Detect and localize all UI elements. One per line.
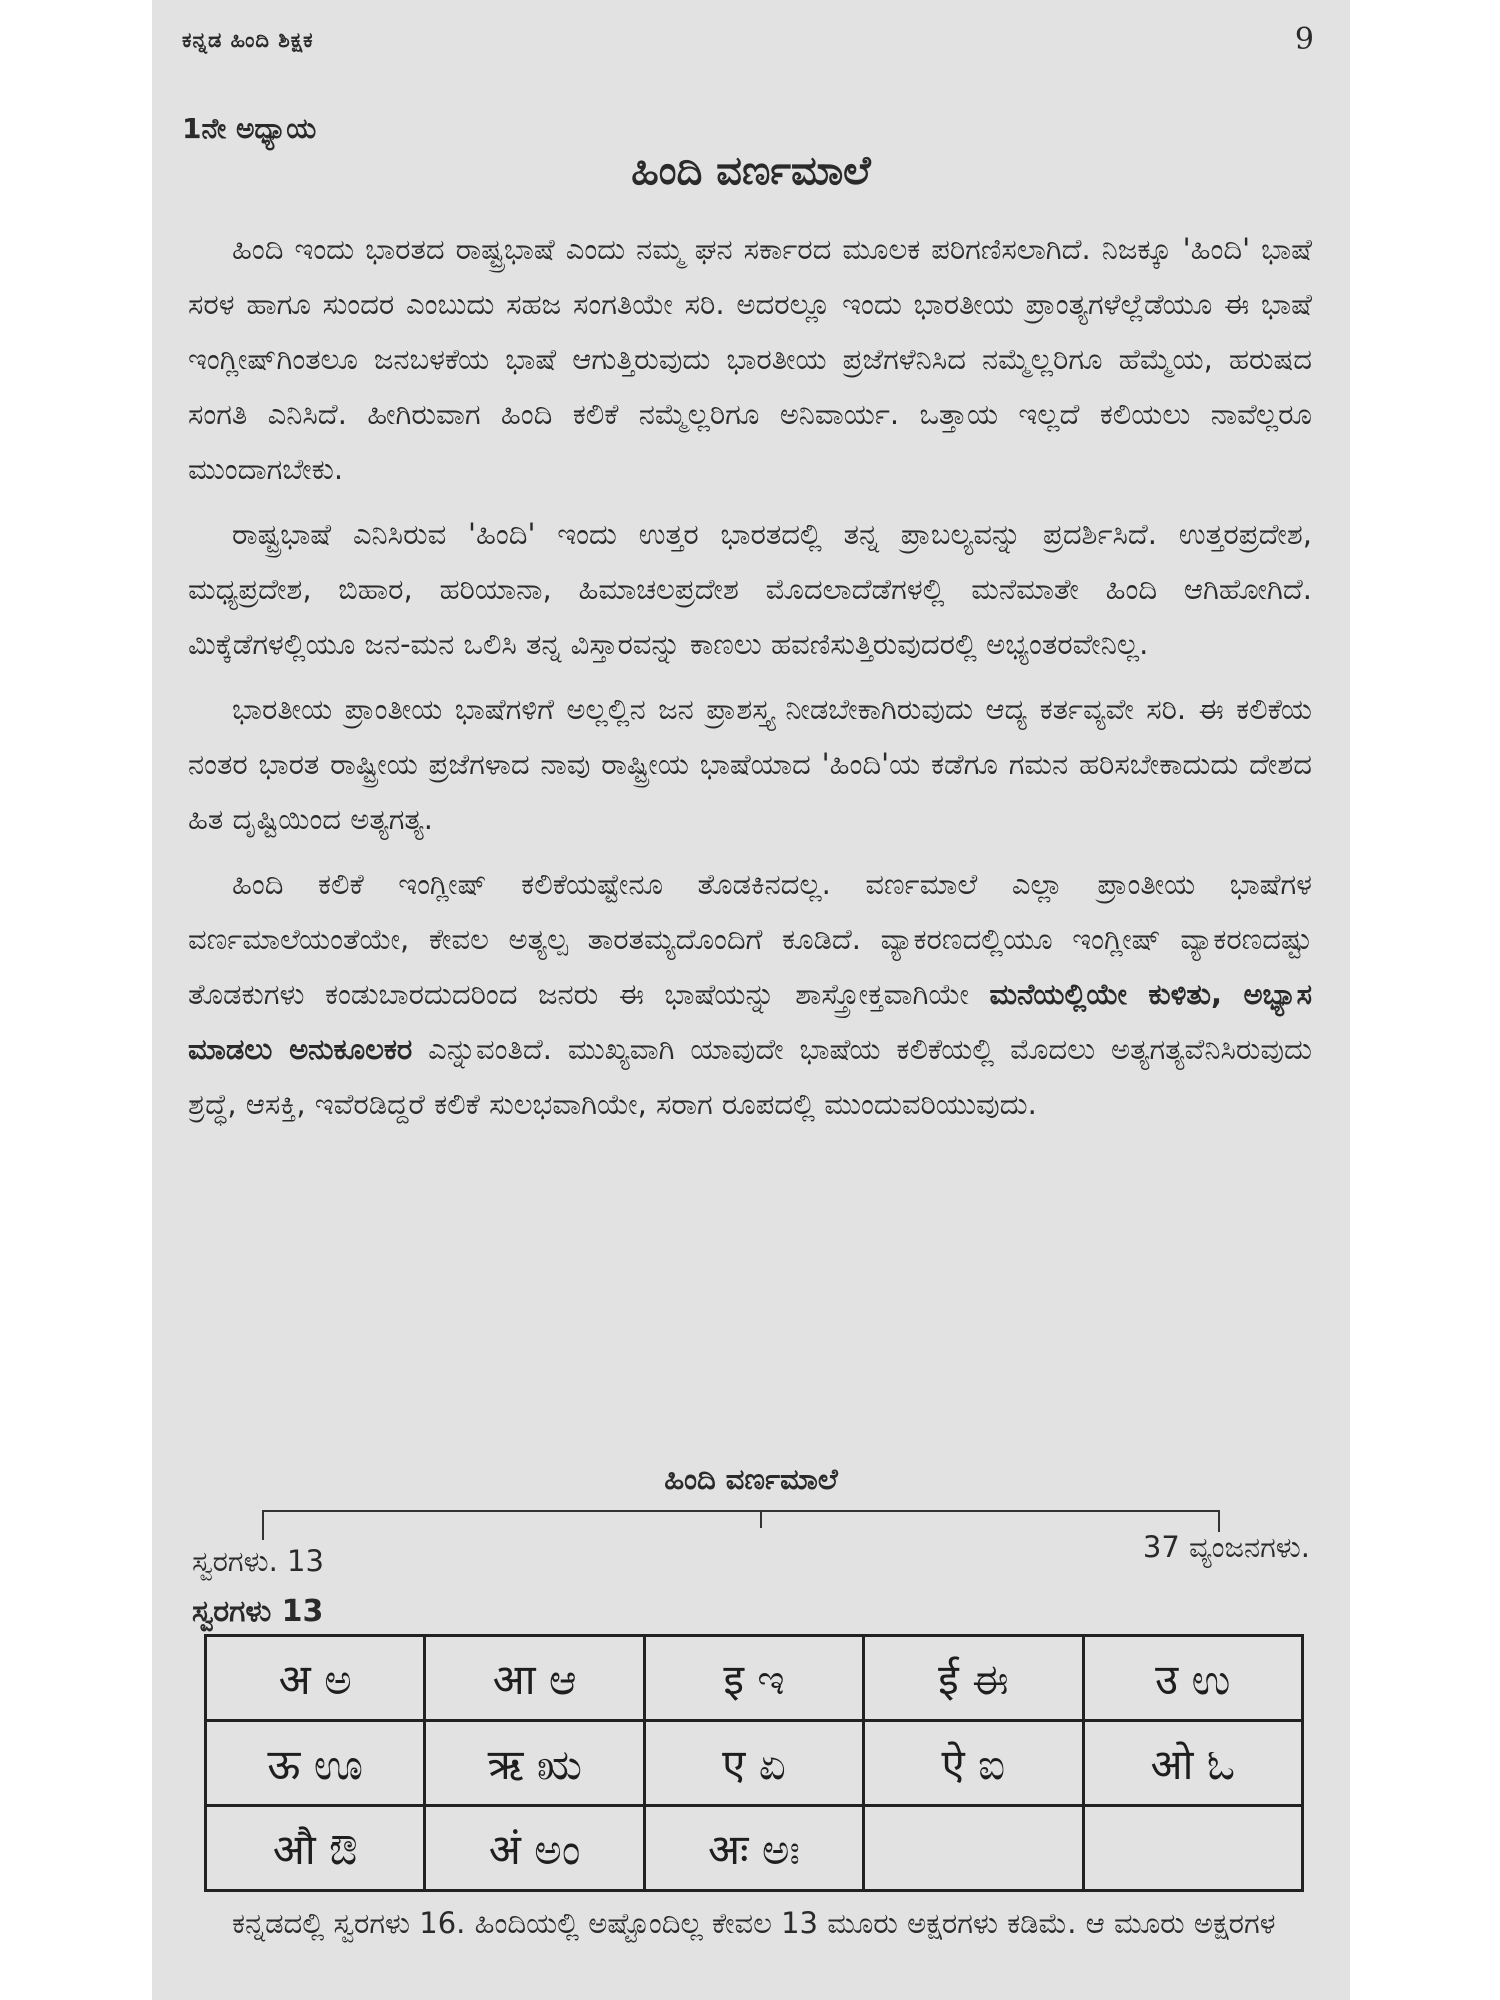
paragraph-1: ಹಿಂದಿ ಇಂದು ಭಾರತದ ರಾಷ್ಟ್ರಭಾಷೆ ಎಂದು ನಮ್ಮ ಘನ ಸರ್ಕಾರದ ಮೂಲಕ ಪರಿಗಣಿಸಲಾಗಿದೆ. ನಿಜಕ್ಕೂ 'ಹಿಂದಿ' ಭಾಷೆ ಸರಳ ಹಾಗೂ ಸುಂದರ ಎಂಬುದು ಸಹಜ ಸಂಗತಿಯೇ ಸರಿ. ಅದರಲ್ಲೂ ಇಂದು ಭಾರತೀಯ ಪ್ರಾಂತ್ಯಗಳೆಲ್ಲೆಡೆಯೂ ಈ ಭಾಷೆ ಇಂಗ್ಲೀಷ್‌ಗಿಂತಲೂ ಜನಬಳಕೆಯ ಭಾಷೆ ಆಗುತ್ತಿರುವುದು ಭಾರತೀಯ ಪ್ರಜೆಗಳೆನಿಸಿದ ನಮ್ಮೆಲ್ಲರಿಗೂ ಹೆಮ್ಮೆಯ, ಹರುಷದ ಸಂಗತಿ ಎನಿಸಿದೆ. ಹೀಗಿರುವಾಗ ಹಿಂದಿ ಕಲಿಕೆ ನಮ್ಮೆಲ್ಲರಿಗೂ ಅನಿವಾರ್ಯ. ಒತ್ತಾಯ ಇಲ್ಲದೆ ಕಲಿಯಲು ನಾವೆಲ್ಲರೂ ಮುಂದಾಗಬೇಕು. — [188, 232, 1312, 486]
diagram-branch-vowels: ಸ್ವರಗಳು. 13 — [192, 1544, 324, 1578]
footer-text-block — [188, 1896, 1312, 1961]
bold-phrase: ಮನೆಯಲ್ಲಿಯೇ ಕುಳಿತು, ಅಭ್ಯಾಸ ಮಾಡಲು ಅನುಕೂಲಕರ — [188, 977, 1312, 1066]
running-head: ಕನ್ನಡ ಹಿಂದಿ ಶಿಕ್ಷಕ — [182, 28, 314, 52]
table-cell: औ ಔ — [206, 1806, 425, 1891]
table-cell: ए ಏ — [644, 1721, 863, 1806]
table-cell: ओ ಓ — [1083, 1721, 1302, 1806]
bracket-mid — [760, 1510, 762, 1528]
chapter-label: 1ನೇ ಅಧ್ಯಾಯ — [182, 112, 317, 145]
diagram-branch-consonants: 37 ವ್ಯಂಜನಗಳು. — [1142, 1530, 1310, 1564]
table-cell: ऐ ಐ — [864, 1721, 1083, 1806]
bracket-left — [262, 1510, 264, 1540]
table-cell — [1083, 1806, 1302, 1891]
paragraph-4-text: ಹಿಂದಿ ಕಲಿಕೆ ಇಂಗ್ಲೀಷ್ ಕಲಿಕೆಯಷ್ಟೇನೂ ತೊಡಕಿನದಲ್ಲ. ವರ್ಣಮಾಲೆ ಎಲ್ಲಾ ಪ್ರಾಂತೀಯ ಭಾಷೆಗಳ ವರ್ಣಮಾಲೆಯಂತೆಯೇ, ಕೇವಲ ಅತ್ಯಲ್ಪ ತಾರತಮ್ಯದೊಂದಿಗೆ ಕೂಡಿದೆ. ವ್ಯಾಕರಣದಲ್ಲಿಯೂ ಇಂಗ್ಲೀಷ್ ವ್ಯಾಕರಣದಷ್ಟು ತೊಡಕುಗಳು ಕಂಡುಬಾರದುದರಿಂದ ಜನರು ಈ ಭಾಷೆಯನ್ನು ಶಾಸ್ತ್ರೋಕ್ತವಾಗಿಯೇ — [188, 867, 1312, 1011]
page-number: 9 — [1294, 22, 1314, 57]
table-cell: आ ಆ — [425, 1636, 644, 1721]
table-cell: ऋ ಋ — [425, 1721, 644, 1806]
alphabet-diagram — [192, 1462, 1310, 1582]
table-cell: ई ಈ — [864, 1636, 1083, 1721]
body-text — [188, 222, 1312, 1142]
table-cell: ऊ ಊ — [206, 1721, 425, 1806]
paragraph-4 — [188, 857, 1312, 1132]
page-header — [182, 22, 1320, 62]
table-cell: अ ಅ — [206, 1636, 425, 1721]
paragraph-4-tail: ಎನ್ನುವಂತಿದೆ. ಮುಖ್ಯವಾಗಿ ಯಾವುದೇ ಭಾಷೆಯ ಕಲಿಕೆಯಲ್ಲಿ ಮೊದಲು ಅತ್ಯಗತ್ಯವೆನಿಸಿರುವುದು ಶ್ರದ್ಧೆ, ಆಸಕ್ತಿ, ಇವೆರಡಿದ್ದರೆ ಕಲಿಕೆ ಸುಲಭವಾಗಿಯೇ, ಸರಾಗ ರೂಪದಲ್ಲಿ ಮುಂದುವರಿಯುವುದು. — [188, 1032, 1312, 1121]
chapter-title: ಹಿಂದಿ ವರ್ಣಮಾಲೆ — [631, 148, 871, 194]
footer-paragraph: ಕನ್ನಡದಲ್ಲಿ ಸ್ವರಗಳು 16. ಹಿಂದಿಯಲ್ಲಿ ಅಷ್ಟೊಂದಿಲ್ಲ ಕೇವಲ 13 ಮೂರು ಅಕ್ಷರಗಳು ಕಡಿಮೆ. ಆ ಮೂರು ಅಕ್ಷರಗಳ — [232, 1906, 1276, 1940]
bracket-line — [262, 1510, 1220, 1512]
vowel-table — [204, 1634, 1304, 1892]
table-row — [206, 1806, 1303, 1891]
table-row — [206, 1636, 1303, 1721]
table-cell — [864, 1806, 1083, 1891]
vowel-table-heading: ಸ್ವರಗಳು 13 — [192, 1594, 324, 1629]
diagram-title: ಹಿಂದಿ ವರ್ಣಮಾಲೆ — [664, 1462, 838, 1496]
table-cell: उ ಉ — [1083, 1636, 1302, 1721]
table-cell: अः ಅಃ — [644, 1806, 863, 1891]
scanned-page — [152, 0, 1350, 2000]
table-row — [206, 1721, 1303, 1806]
table-cell: अं ಅಂ — [425, 1806, 644, 1891]
paragraph-2: ರಾಷ್ಟ್ರಭಾಷೆ ಎನಿಸಿರುವ 'ಹಿಂದಿ' ಇಂದು ಉತ್ತರ ಭಾರತದಲ್ಲಿ ತನ್ನ ಪ್ರಾಬಲ್ಯವನ್ನು ಪ್ರದರ್ಶಿಸಿದೆ. ಉತ್ತರಪ್ರದೇಶ, ಮಧ್ಯಪ್ರದೇಶ, ಬಿಹಾರ, ಹರಿಯಾನಾ, ಹಿಮಾಚಲಪ್ರದೇಶ ಮೊದಲಾದೆಡೆಗಳಲ್ಲಿ ಮನೆಮಾತೇ ಹಿಂದಿ ಆಗಿಹೋಗಿದೆ. ಮಿಕ್ಕೆಡೆಗಳಲ್ಲಿಯೂ ಜನ-ಮನ ಒಲಿಸಿ ತನ್ನ ವಿಸ್ತಾರವನ್ನು ಕಾಣಲು ಹವಣಿಸುತ್ತಿರುವುದರಲ್ಲಿ ಅಭ್ಯಂತರವೇನಿಲ್ಲ. — [188, 517, 1312, 661]
paragraph-3: ಭಾರತೀಯ ಪ್ರಾಂತೀಯ ಭಾಷೆಗಳಿಗೆ ಅಲ್ಲಲ್ಲಿನ ಜನ ಪ್ರಾಶಸ್ತ್ಯ ನೀಡಬೇಕಾಗಿರುವುದು ಆದ್ಯ ಕರ್ತವ್ಯವೇ ಸರಿ. ಈ ಕಲಿಕೆಯ ನಂತರ ಭಾರತ ರಾಷ್ಟ್ರೀಯ ಪ್ರಜೆಗಳಾದ ನಾವು ರಾಷ್ಟ್ರೀಯ ಭಾಷೆಯಾದ 'ಹಿಂದಿ'ಯ ಕಡೆಗೂ ಗಮನ ಹರಿಸಬೇಕಾದುದು ದೇಶದ ಹಿತ ದೃಷ್ಟಿಯಿಂದ ಅತ್ಯಗತ್ಯ. — [188, 692, 1312, 836]
bracket-right — [1218, 1510, 1220, 1532]
table-cell: इ ಇ — [644, 1636, 863, 1721]
